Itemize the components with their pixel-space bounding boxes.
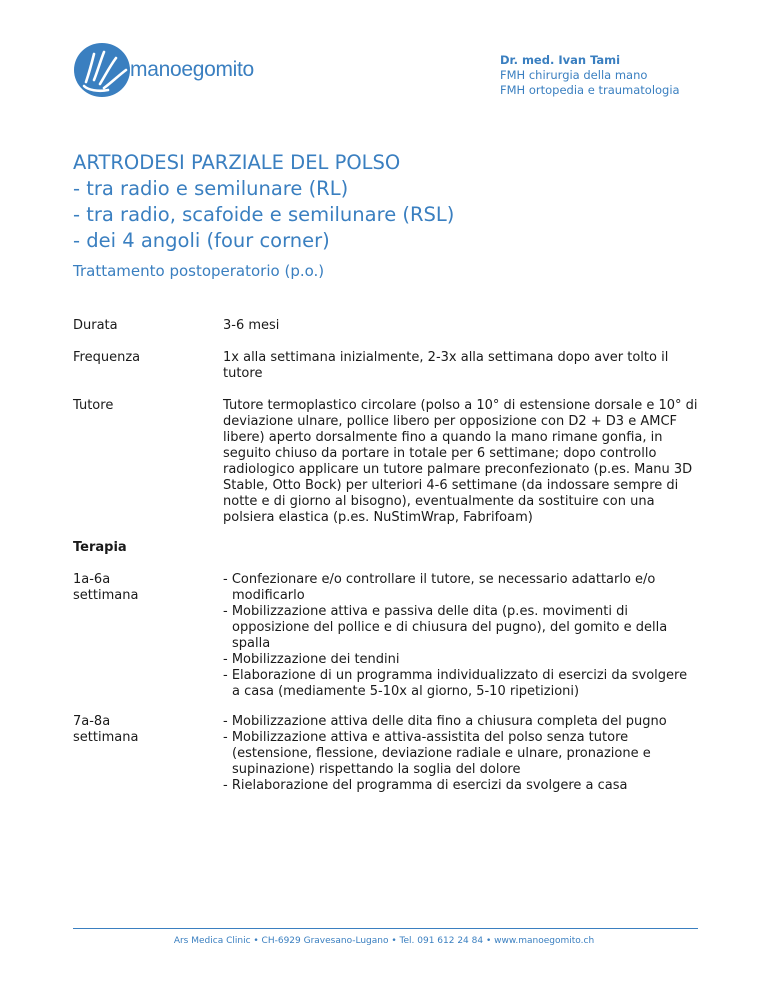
list-item: - Confezionare e/o controllare il tutore, se necessario adattarlo e/o modificarlo — [223, 572, 698, 604]
section-heading-terapia: Terapia — [73, 540, 127, 555]
list-item: - Mobilizzazione dei tendini — [223, 652, 698, 668]
list-item: - Rielaborazione del programma di esercizi da svolgere a casa — [223, 778, 698, 794]
row-value — [223, 572, 698, 700]
title-line-2: - tra radio e semilunare (RL) — [73, 177, 349, 200]
row-label — [73, 714, 163, 746]
row-label — [73, 572, 163, 604]
list-item: - Mobilizzazione attiva e passiva delle dita (p.es. movimenti di opposizione del pollice e di chiusura del pugno), del gomito e della spalla — [223, 604, 698, 652]
phase-label-line-1: 7a-8a — [73, 714, 111, 729]
row-label: Durata — [73, 318, 118, 333]
phase-label-line-1: 1a-6a — [73, 572, 111, 587]
row-value: 3-6 mesi — [223, 318, 280, 333]
qualification-hand-surgery: FMH chirurgia della mano — [500, 68, 648, 82]
footer-divider — [73, 928, 698, 929]
title-line-3: - tra radio, scafoide e semilunare (RSL) — [73, 203, 455, 226]
row-value — [223, 714, 698, 794]
footer-contact: Ars Medica Clinic • CH-6929 Gravesano-Lugano • Tel. 091 612 24 84 • www.manoegomito.ch — [173, 936, 595, 946]
qualification-orthopedics: FMH ortopedia e traumatologia — [500, 83, 680, 97]
list-item: - Mobilizzazione attiva e attiva-assistita del polso senza tutore (estensione, flessione, deviazione radiale e ulnare, pronazione e supinazione) rispettando la soglia del dolore — [223, 730, 698, 778]
doctor-info — [500, 53, 680, 98]
page-title — [73, 150, 454, 254]
row-label: Frequenza — [73, 350, 141, 365]
therapy-list — [223, 572, 698, 700]
logo-text: manoegomito — [130, 58, 254, 81]
row-value: Tutore termoplastico circolare (polso a 10° di estensione dorsale e 10° di deviazione ulnare, pollice libero per opposizione con D2 + D3 e AMCF libere) aperto dorsalmente fino a quando la mano rimane gonfia, in seguito chiuso da portare in totale per 6 settimane; dopo controllo radiologico applicare un tutore palmare preconfezionato (p.es. Manu 3D Stable, Otto Bock) per ulteriori 4-6 settimane (da indossare sempre di notte e di giorno al bisogno), eventualmente da sostituire con una polsiera elastica (p.es. NuStimWrap, Fabrifoam) — [223, 398, 698, 525]
title-line-1: ARTRODESI PARZIALE DEL POLSO — [73, 151, 401, 174]
list-item: - Mobilizzazione attiva delle dita fino a chiusura completa del pugno — [223, 714, 698, 730]
row-label: Tutore — [73, 398, 114, 413]
phase-label-line-2: settimana — [73, 730, 139, 745]
phase-label-line-2: settimana — [73, 588, 139, 603]
logo — [72, 40, 262, 100]
doctor-name: Dr. med. Ivan Tami — [500, 53, 621, 67]
row-value: 1x alla settimana inizialmente, 2-3x alla settimana dopo aver tolto il tutore — [223, 350, 669, 381]
title-line-4: - dei 4 angoli (four corner) — [73, 229, 330, 252]
therapy-list — [223, 714, 698, 794]
list-item: - Elaborazione di un programma individualizzato di esercizi da svolgere a casa (mediamente 5-10x al giorno, 5-10 ripetizioni) — [223, 668, 698, 700]
hand-logo-icon — [72, 40, 142, 100]
page-subtitle: Trattamento postoperatorio (p.o.) — [73, 262, 325, 280]
